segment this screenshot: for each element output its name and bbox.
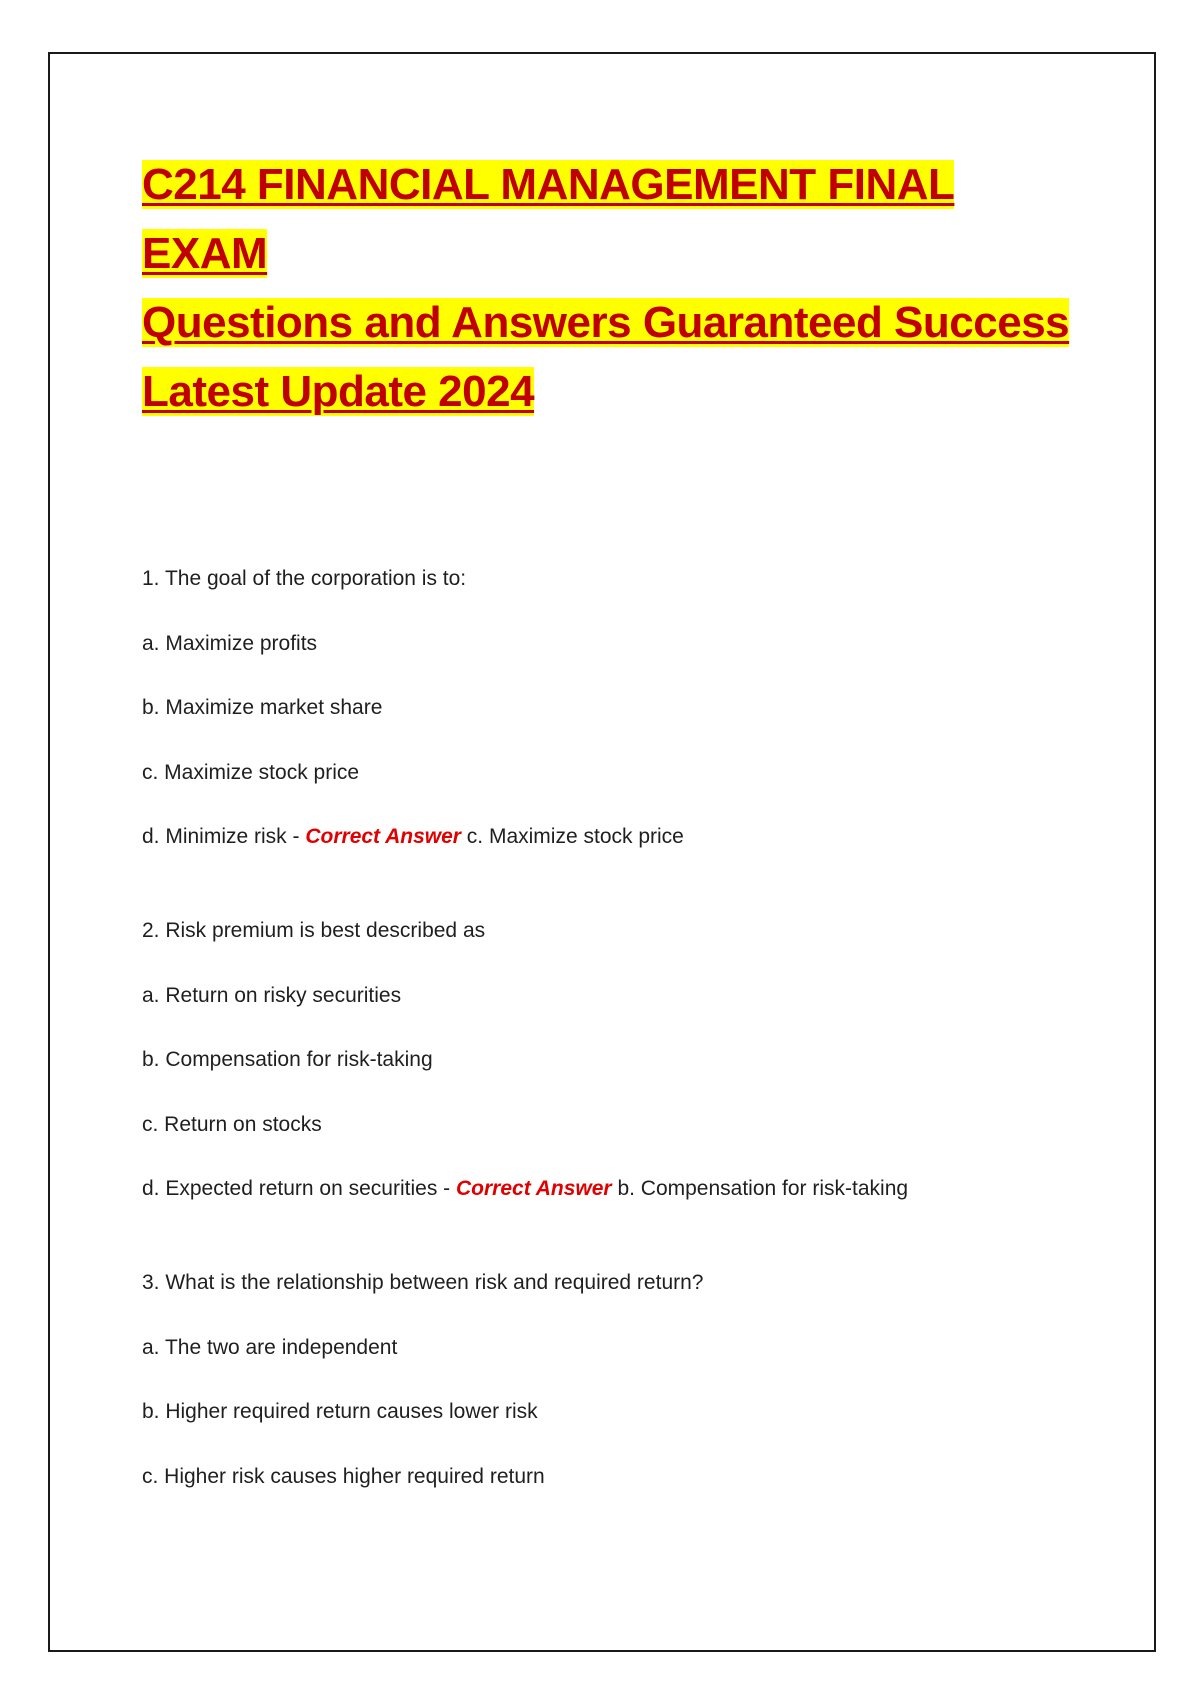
correct-answer-label: Correct Answer xyxy=(456,1177,612,1200)
document-page xyxy=(48,52,1156,1652)
answer-option: b. Compensation for risk-taking xyxy=(142,1048,433,1071)
answer-option: c. Return on stocks xyxy=(142,1112,322,1136)
question-prompt: 3. What is the relationship between risk and required return? xyxy=(142,1271,704,1294)
answer-option: a. Maximize profits xyxy=(142,631,318,655)
answer-option: c. Higher risk causes higher required return xyxy=(142,1464,545,1488)
title-line-3: Latest Update 2024 xyxy=(142,367,535,416)
answer-option: c. Maximize stock price xyxy=(142,760,360,784)
answer-option: b. Maximize market share xyxy=(142,696,383,719)
title-line-2: Questions and Answers Guaranteed Success xyxy=(142,298,1070,347)
answer-option-text: d. Expected return on securities - xyxy=(142,1177,456,1200)
correct-answer-text: b. Compensation for risk-taking xyxy=(611,1177,909,1200)
answer-option-with-key xyxy=(142,822,1082,852)
correct-answer-label: Correct Answer xyxy=(305,825,461,848)
question-prompt: 2. Risk premium is best described as xyxy=(142,919,486,942)
answer-option-text: d. Minimize risk - xyxy=(142,825,306,848)
correct-answer-text: c. Maximize stock price xyxy=(460,825,684,848)
answer-option-with-key xyxy=(142,1174,1082,1204)
page-content xyxy=(142,150,1082,1556)
answer-option: a. Return on risky securities xyxy=(142,983,402,1007)
question-3 xyxy=(142,1268,1082,1492)
question-prompt: 1. The goal of the corporation is to: xyxy=(142,567,467,590)
question-1 xyxy=(142,564,1082,852)
question-2 xyxy=(142,916,1082,1204)
question-list xyxy=(142,564,1082,1492)
answer-option: b. Higher required return causes lower risk xyxy=(142,1400,538,1423)
document-title xyxy=(142,150,1082,426)
answer-option: a. The two are independent xyxy=(142,1335,398,1359)
title-line-1: C214 FINANCIAL MANAGEMENT FINAL EXAM xyxy=(142,160,955,278)
